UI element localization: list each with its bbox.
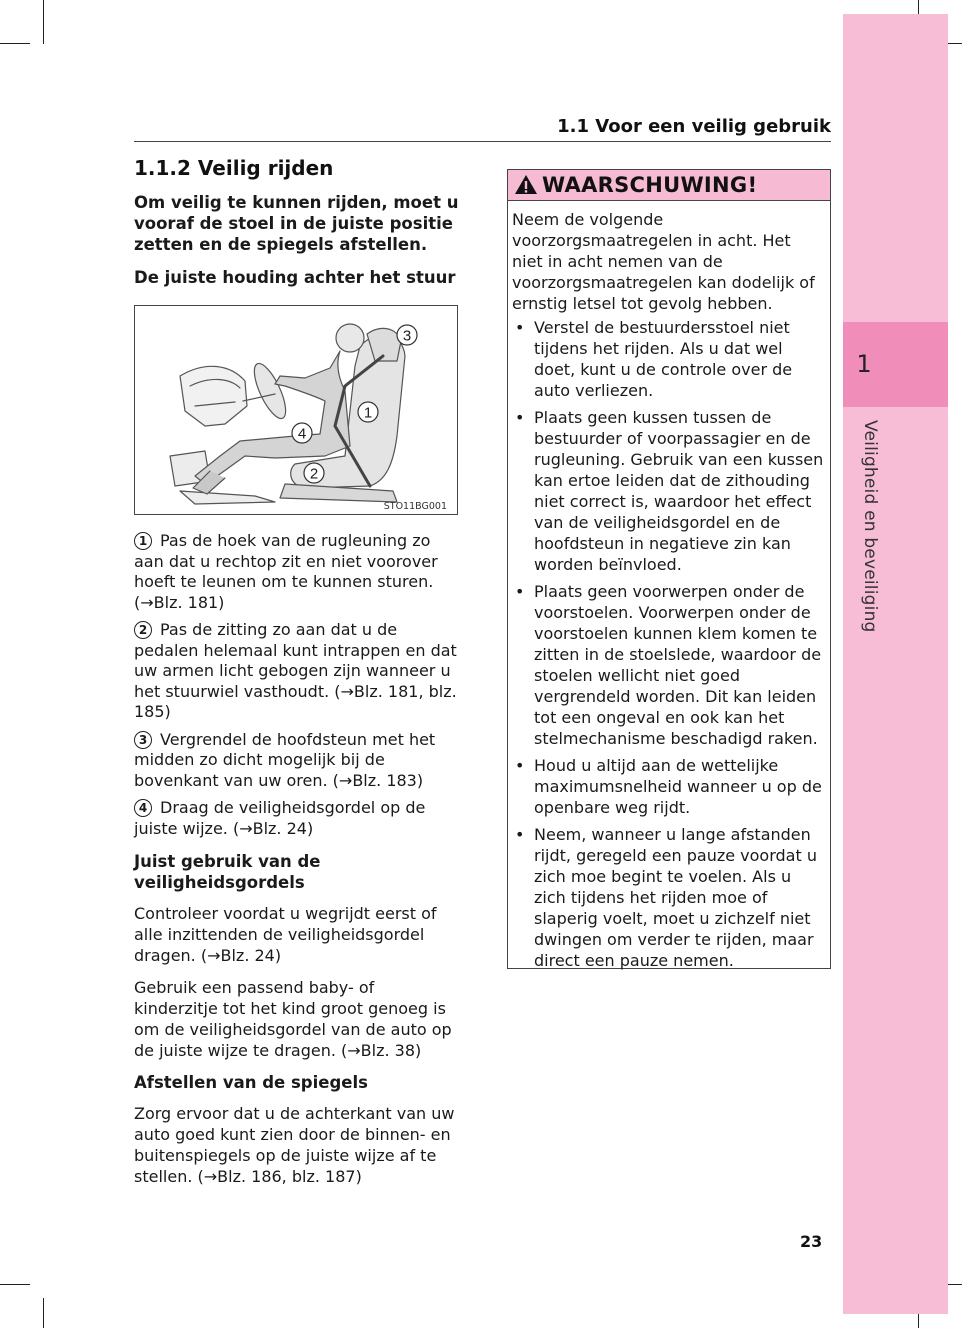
warning-bullet-text: Houd u altijd aan de wettelijke maximumsnelheid wanneer u op de openbare weg rijdt. [534,756,822,817]
warning-box [507,169,831,969]
svg-text:3: 3 [402,327,412,345]
warning-intro: Neem de volgende voorzorgsmaatregelen in acht. Het niet in acht nemen van de voorzorgsmaatregelen kan dodelijk of ernstig letsel tot gevolg hebben. [512,210,815,313]
figure-callout-1 [358,402,378,422]
numbered-item-text: Vergrendel de hoofdsteun met het midden zo dicht mogelijk bij de bovenkant van uw oren. (→Blz. 183) [134,729,436,790]
numbered-item [134,798,460,839]
chapter-number: 1 [856,350,872,378]
warning-bullet-text: Neem, wanneer u lange afstanden rijdt, geregeld een pauze voordat u zich moe begint te voelen. Als u zich tijdens het rijden moe of slaperig voelt, moet u zichzelf niet dwingen om verder te rijden, maar direct een pauze nemen. [534,825,817,970]
chapter-title: Veiligheid en beveiliging [860,420,880,633]
bullet-dot: • [515,408,525,427]
warning-bullet [512,755,824,818]
bullet-dot: • [515,756,525,775]
number-badge: 2 [134,621,152,639]
warning-header [508,170,830,201]
left-column [134,156,460,1198]
page-number: 23 [800,1232,823,1251]
bullet-dot: • [515,825,525,844]
numbered-item [134,531,460,613]
numbered-item [134,620,460,723]
header-divider [134,141,831,142]
warning-bullet-text: Plaats geen kussen tussen de bestuurder of voorpassagier en de rugleuning. Gebruik van een kussen kan ertoe leiden dat de zithouding niet correct is, waardoor het effect van de veiligheidsgordel en de hoofdsteun in negatieve zin kan worden beïnvloed. [534,408,824,574]
numbered-item-text: Draag de veiligheidsgordel op de juiste wijze. (→Blz. 24) [134,798,426,838]
warning-bullet [512,407,824,575]
numbered-item [134,730,460,792]
warning-title: WAARSCHUWING! [542,173,758,197]
numbered-item-text: Pas de zitting zo aan dat u de pedalen helemaal kunt intrappen en dat uw armen licht gebogen zijn wanneer u het stuurwiel vasthoudt. (→Blz. 181, blz. 185) [134,620,457,721]
figure-code: STO11BG001 [383,501,447,512]
crop-mark [0,43,30,44]
bullet-dot: • [515,318,525,337]
bullet-dot: • [515,582,525,601]
crop-mark [43,0,44,44]
posture-heading: De juiste houding achter het stuur [134,268,456,287]
warning-bullet-text: Verstel de bestuurdersstoel niet tijdens het rijden. Als u dat wel doet, kunt u de controle over de auto verliezen. [534,318,793,400]
section-intro: Om veilig te kunnen rijden, moet u vooraf de stoel in de juiste positie zetten en de spiegels afstellen. [134,193,459,254]
warning-triangle-icon [514,173,538,197]
svg-text:2: 2 [309,465,319,483]
mirrors-heading: Afstellen van de spiegels [134,1073,368,1092]
mirrors-paragraph: Zorg ervoor dat u de achterkant van uw auto goed kunt zien door de binnen- en buitenspiegels op de juiste wijze af te stellen. (→Blz. 186, blz. 187) [134,1104,455,1186]
seatbelt-heading: Juist gebruik van de veiligheidsgordels [134,852,321,892]
warning-bullet-list [512,317,824,971]
chapter-side-band [843,14,948,1314]
section-title: 1.1.2 Veilig rijden [134,156,334,180]
number-badge: 4 [134,799,152,817]
figure-callout-4 [292,423,312,443]
seatbelt-paragraph-1: Controleer voordat u wegrijdt eerst of alle inzittenden de veiligheidsgordel dragen. (→Blz. 24) [134,904,437,965]
driving-posture-illustration [134,305,458,515]
number-badge: 1 [134,532,152,550]
crop-mark [0,1284,30,1285]
warning-bullet [512,317,824,401]
seatbelt-paragraph-2: Gebruik een passend baby- of kinderzitje tot het kind groot genoeg is om de veiligheidsgordel van de auto op de juiste wijze te dragen. (→Blz. 38) [134,978,452,1060]
numbered-item-text: Pas de hoek van de rugleuning zo aan dat u rechtop zit en niet voorover hoeft te leunen om te kunnen sturen. (→Blz. 181) [134,531,438,612]
running-header-title: 1.1 Voor een veilig gebruik [557,116,831,137]
number-badge: 3 [134,731,152,749]
figure-callout-3 [397,325,417,345]
driver-seat-drawing [135,306,459,516]
warning-bullet-text: Plaats geen voorwerpen onder de voorstoelen. Voorwerpen onder de voorstoelen kunnen klem komen te zitten in de stoelslede, waardoor de stoelen wellicht niet goed vergrendeld worden. Dit kan leiden tot een ongeval en ook kan het stelmechanisme beschadigd raken. [534,582,822,748]
svg-text:1: 1 [363,404,373,422]
crop-mark [43,1298,44,1328]
figure-callout-2 [304,463,324,483]
warning-bullet [512,581,824,749]
warning-body [508,201,830,971]
svg-text:4: 4 [297,425,307,443]
warning-bullet [512,824,824,971]
